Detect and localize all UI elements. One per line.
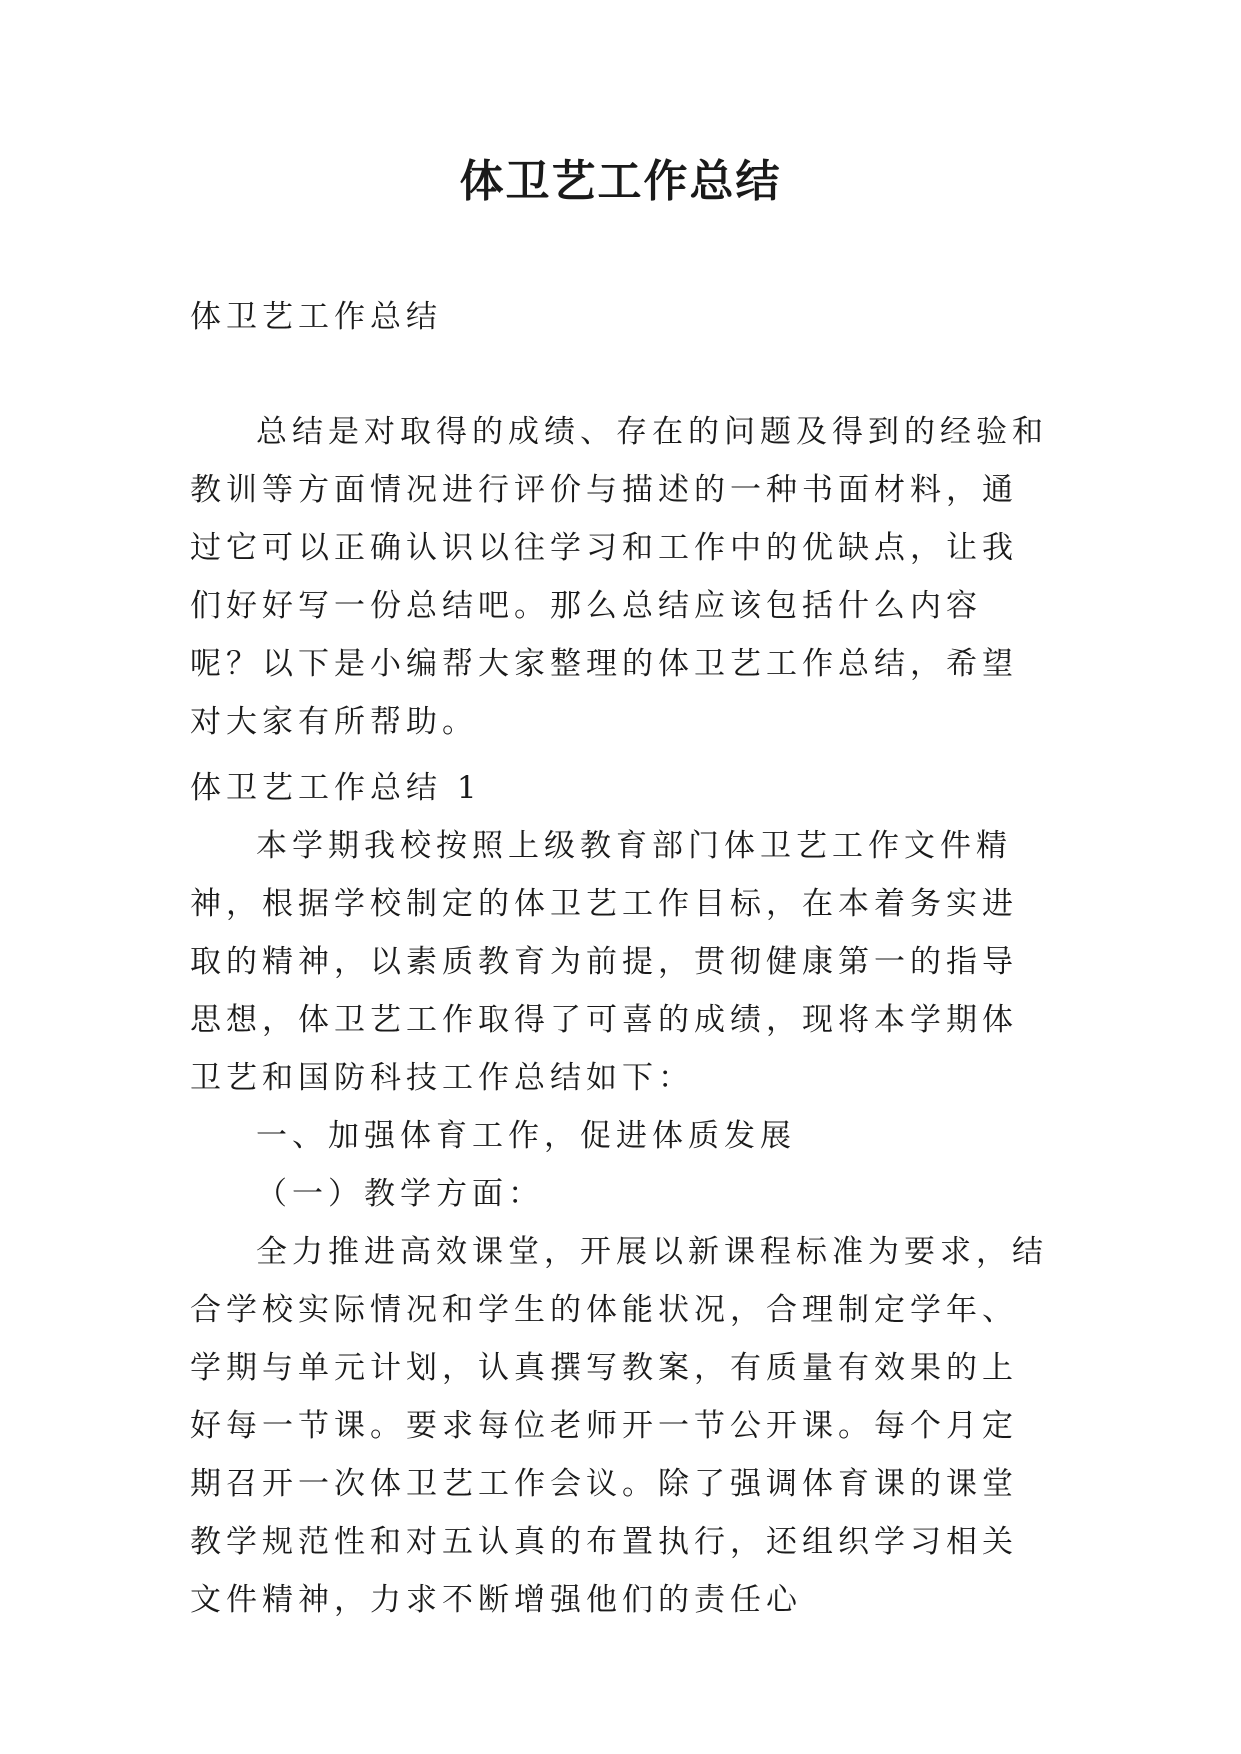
- section-paragraph: 本学期我校按照上级教育部门体卫艺工作文件精神，根据学校制定的体卫艺工作目标，在本着务实进取的精神，以素质教育为前提，贯彻健康第一的指导思想，体卫艺工作取得了可喜的成绩，现将本学期体卫艺和国防科技工作总结如下：: [190, 828, 1018, 1096]
- intro-paragraph: 总结是对取得的成绩、存在的问题及得到的经验和教训等方面情况进行评价与描述的一种书面材料，通过它可以正确认识以往学习和工作中的优缺点，让我们好好写一份总结吧。那么总结应该包括什么内容呢？以下是小编帮大家整理的体卫艺工作总结，希望对大家有所帮助。: [190, 414, 1048, 740]
- subsection-heading: 一、加强体育工作，促进体质发展: [256, 1118, 796, 1154]
- subsection-heading: （一）教学方面：: [256, 1176, 544, 1212]
- section-paragraph: 全力推进高效课堂，开展以新课程标准为要求，结合学校实际情况和学生的体能状况，合理制定学年、学期与单元计划，认真撰写教案，有质量有效果的上好每一节课。要求每位老师开一节公开课。每个月定期召开一次体卫艺工作会议。除了强调体育课的课堂教学规范性和对五认真的布置执行，还组织学习相关文件精神，力求不断增强他们的责任心: [190, 1234, 1048, 1618]
- section-heading: 体卫艺工作总结 1: [190, 770, 482, 806]
- document-subtitle: 体卫艺工作总结: [190, 299, 442, 335]
- document-title: 体卫艺工作总结: [459, 156, 782, 207]
